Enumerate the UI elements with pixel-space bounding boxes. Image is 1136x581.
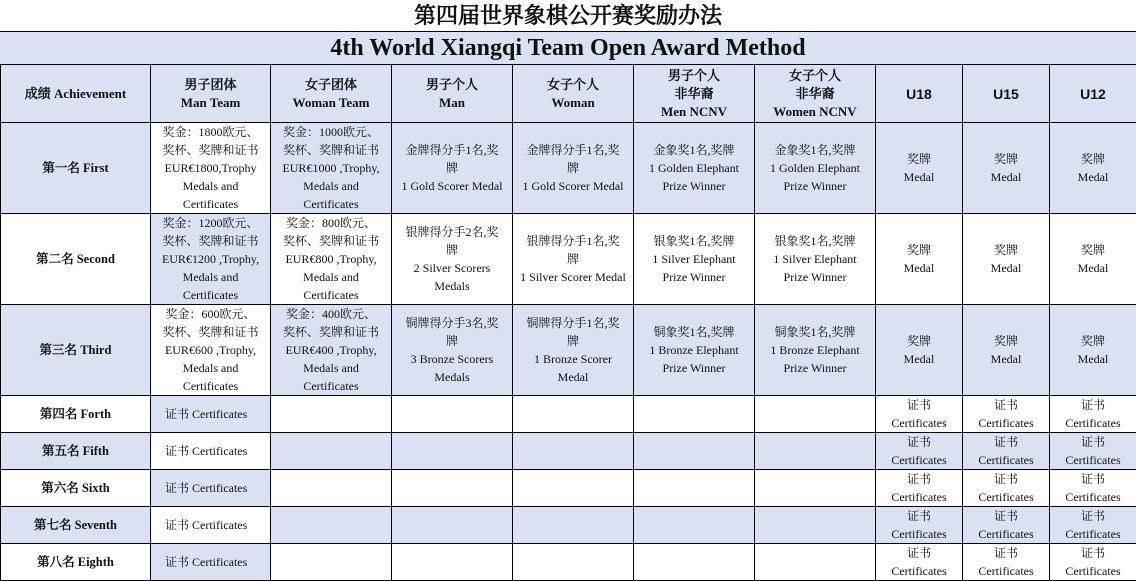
award-cell [876, 123, 963, 214]
column-header-line: 成绩 Achievement [3, 85, 148, 103]
table-row [1, 544, 1136, 581]
award-cell [876, 433, 963, 470]
award-line: Medal [1052, 259, 1134, 277]
award-line: 证书 [878, 544, 960, 562]
award-cell [963, 305, 1050, 396]
award-line: Medals and [273, 268, 389, 286]
award-line: 奖杯、奖牌和证书 [273, 232, 389, 250]
empty-cell [513, 396, 634, 433]
award-cell [755, 305, 876, 396]
table-row [1, 396, 1136, 433]
column-header-line: Woman [515, 94, 631, 112]
award-cell [963, 470, 1050, 507]
award-line: Medals and [153, 268, 268, 286]
award-line: Prize Winner [636, 177, 752, 195]
award-line: Certificates [153, 195, 268, 213]
page-title: 第四届世界象棋公开赛奖励办法 [0, 0, 1136, 32]
row-label: 第七名 Seventh [1, 507, 151, 544]
award-line: Prize Winner [757, 177, 873, 195]
award-cell [392, 305, 513, 396]
award-cell [151, 544, 271, 581]
table-row [1, 305, 1136, 396]
award-cell [1050, 433, 1136, 470]
award-line: Certificates [273, 195, 389, 213]
award-line: Certificates [878, 562, 960, 580]
column-header-line: Men NCNV [636, 103, 752, 121]
award-cell [392, 214, 513, 305]
award-line: 证书 Certificates [165, 405, 268, 423]
award-cell [151, 396, 271, 433]
award-line: 奖金：400欧元、 [273, 305, 389, 323]
award-line: Medal [965, 168, 1047, 186]
award-cell [1050, 470, 1136, 507]
award-line: 铜牌得分手3名,奖 [394, 314, 510, 332]
award-cell [513, 123, 634, 214]
column-header-line: Women NCNV [757, 103, 873, 121]
award-cell [963, 396, 1050, 433]
award-line: 1 Silver Scorer Medal [515, 268, 631, 286]
column-header-line: 男子团体 [153, 76, 268, 94]
award-line: 奖金：800欧元、 [273, 214, 389, 232]
column-header-line: 男子个人 [636, 67, 752, 85]
award-line: 铜象奖1名,奖牌 [757, 323, 873, 341]
award-cell [1050, 396, 1136, 433]
award-line: 铜牌得分手1名,奖 [515, 314, 631, 332]
empty-cell [755, 396, 876, 433]
award-line: 铜象奖1名,奖牌 [636, 323, 752, 341]
column-header-line: 女子个人 [757, 67, 873, 85]
award-cell [271, 214, 392, 305]
empty-cell [634, 396, 755, 433]
award-line: Certificates [153, 286, 268, 304]
column-header [1, 65, 151, 123]
empty-cell [755, 433, 876, 470]
column-header-line: 女子团体 [273, 76, 389, 94]
award-line: 证书 Certificates [165, 516, 268, 534]
award-line: Medal [878, 168, 960, 186]
award-line: 金牌得分手1名,奖 [394, 141, 510, 159]
empty-cell [271, 433, 392, 470]
award-line: 奖牌 [1052, 332, 1134, 350]
award-line: 证书 [1052, 396, 1134, 414]
empty-cell [392, 544, 513, 581]
award-line: 奖杯、奖牌和证书 [153, 232, 268, 250]
award-line: EUR€1800,Trophy [153, 159, 268, 177]
empty-cell [392, 470, 513, 507]
empty-cell [271, 507, 392, 544]
award-line: 1 Silver Elephant [757, 250, 873, 268]
award-cell [1050, 507, 1136, 544]
award-cell [513, 214, 634, 305]
award-line: Medal [878, 350, 960, 368]
award-line: 奖杯、奖牌和证书 [153, 141, 268, 159]
empty-cell [634, 544, 755, 581]
award-line: 奖牌 [878, 332, 960, 350]
award-line: Medals and [273, 177, 389, 195]
column-header [513, 65, 634, 123]
column-header [634, 65, 755, 123]
award-cell [634, 123, 755, 214]
empty-cell [392, 396, 513, 433]
column-header-line: Man Team [153, 94, 268, 112]
award-cell [1050, 305, 1136, 396]
column-header-line: U12 [1052, 85, 1134, 103]
column-header-line: U18 [878, 85, 960, 103]
award-cell [876, 305, 963, 396]
award-line: 奖杯、奖牌和证书 [273, 141, 389, 159]
award-line: Medal [878, 259, 960, 277]
table-row [1, 507, 1136, 544]
award-line: 银牌得分手2名,奖 [394, 223, 510, 241]
award-cell [151, 305, 271, 396]
award-line: 1 Gold Scorer Medal [515, 177, 631, 195]
award-line: 银牌得分手1名,奖 [515, 232, 631, 250]
award-cell [151, 433, 271, 470]
award-table [0, 64, 1136, 581]
award-line: 证书 [965, 507, 1047, 525]
table-row [1, 214, 1136, 305]
award-cell [634, 214, 755, 305]
award-line: Certificates [965, 414, 1047, 432]
award-line: 牌 [515, 250, 631, 268]
column-header [876, 65, 963, 123]
award-line: Certificates [965, 525, 1047, 543]
award-line: 证书 [1052, 433, 1134, 451]
award-line: 证书 [878, 507, 960, 525]
empty-cell [513, 507, 634, 544]
column-header-line: 非华裔 [636, 85, 752, 103]
award-cell [151, 507, 271, 544]
award-line: 证书 [878, 396, 960, 414]
award-line: 证书 Certificates [165, 442, 268, 460]
award-line: 牌 [394, 241, 510, 259]
award-cell [963, 123, 1050, 214]
award-line: Medal [1052, 350, 1134, 368]
award-line: 银象奖1名,奖牌 [636, 232, 752, 250]
award-line: EUR€1000 ,Trophy, [273, 159, 389, 177]
award-line: 1 Bronze Elephant [636, 341, 752, 359]
award-line: 1 Golden Elephant [636, 159, 752, 177]
award-cell [1050, 214, 1136, 305]
empty-cell [755, 507, 876, 544]
award-line: Medal [1052, 168, 1134, 186]
table-row [1, 433, 1136, 470]
empty-cell [392, 507, 513, 544]
award-line: 奖牌 [1052, 150, 1134, 168]
award-cell [634, 305, 755, 396]
column-header-line: 女子个人 [515, 76, 631, 94]
award-line: Certificates [965, 488, 1047, 506]
award-cell [513, 305, 634, 396]
award-line: 证书 [965, 470, 1047, 488]
award-cell [271, 123, 392, 214]
award-cell [876, 544, 963, 581]
award-line: 奖杯、奖牌和证书 [273, 323, 389, 341]
column-header [1050, 65, 1136, 123]
empty-cell [513, 433, 634, 470]
award-line: Medal [965, 350, 1047, 368]
award-cell [876, 470, 963, 507]
award-line: Medals and [153, 177, 268, 195]
award-line: Certificates [878, 451, 960, 469]
empty-cell [271, 470, 392, 507]
empty-cell [755, 544, 876, 581]
page-subtitle: 4th World Xiangqi Team Open Award Method [0, 32, 1136, 65]
row-label: 第一名 First [1, 123, 151, 214]
award-line: 2 Silver Scorers [394, 259, 510, 277]
award-cell [1050, 123, 1136, 214]
column-header [755, 65, 876, 123]
column-header-line: 非华裔 [757, 85, 873, 103]
header-row [1, 65, 1136, 123]
award-line: 奖牌 [965, 150, 1047, 168]
award-line: EUR€600 ,Trophy, [153, 341, 268, 359]
column-header-line: 男子个人 [394, 76, 510, 94]
row-label: 第二名 Second [1, 214, 151, 305]
empty-cell [271, 396, 392, 433]
award-cell [151, 214, 271, 305]
award-line: Certificates [878, 488, 960, 506]
award-line: Medals and [153, 359, 268, 377]
award-line: Certificates [965, 451, 1047, 469]
award-line: 证书 [878, 433, 960, 451]
award-line: 奖牌 [1052, 241, 1134, 259]
table-row [1, 470, 1136, 507]
award-line: Certificates [153, 377, 268, 395]
award-line: Medals [394, 368, 510, 386]
award-line: 奖杯、奖牌和证书 [153, 323, 268, 341]
table-row [1, 123, 1136, 214]
row-label: 第八名 Eighth [1, 544, 151, 581]
award-line: EUR€1200 ,Trophy, [153, 250, 268, 268]
award-line: 证书 [965, 544, 1047, 562]
award-line: 证书 [878, 470, 960, 488]
award-line: 奖金：600欧元、 [153, 305, 268, 323]
award-cell [151, 470, 271, 507]
award-line: 证书 [965, 433, 1047, 451]
award-cell [876, 507, 963, 544]
empty-cell [634, 507, 755, 544]
award-line: Prize Winner [636, 268, 752, 286]
award-line: 奖金：1000欧元、 [273, 123, 389, 141]
award-cell [963, 507, 1050, 544]
award-cell [963, 544, 1050, 581]
empty-cell [634, 433, 755, 470]
empty-cell [755, 470, 876, 507]
award-line: 奖牌 [878, 241, 960, 259]
award-line: 奖金：1200欧元、 [153, 214, 268, 232]
empty-cell [392, 433, 513, 470]
award-line: 牌 [515, 332, 631, 350]
award-line: EUR€400 ,Trophy, [273, 341, 389, 359]
award-cell [1050, 544, 1136, 581]
award-line: 金象奖1名,奖牌 [636, 141, 752, 159]
empty-cell [513, 470, 634, 507]
award-cell [876, 396, 963, 433]
column-header-line: U15 [965, 85, 1047, 103]
row-label: 第三名 Third [1, 305, 151, 396]
empty-cell [513, 544, 634, 581]
award-cell [963, 433, 1050, 470]
award-cell [755, 214, 876, 305]
column-header [271, 65, 392, 123]
row-label: 第六名 Sixth [1, 470, 151, 507]
award-line: 银象奖1名,奖牌 [757, 232, 873, 250]
award-line: 证书 [1052, 507, 1134, 525]
column-header-line: Woman Team [273, 94, 389, 112]
award-line: Medals and [273, 359, 389, 377]
award-line: 证书 [1052, 544, 1134, 562]
column-header [151, 65, 271, 123]
award-line: 奖金：1800欧元、 [153, 123, 268, 141]
award-line: Medal [515, 368, 631, 386]
empty-cell [271, 544, 392, 581]
row-label: 第四名 Forth [1, 396, 151, 433]
award-line: Prize Winner [757, 268, 873, 286]
column-header [392, 65, 513, 123]
award-line: 1 Silver Elephant [636, 250, 752, 268]
award-line: EUR€800 ,Trophy, [273, 250, 389, 268]
award-line: Certificates [1052, 488, 1134, 506]
award-line: 证书 Certificates [165, 479, 268, 497]
award-cell [271, 305, 392, 396]
award-line: 1 Bronze Scorer [515, 350, 631, 368]
award-line: 1 Bronze Elephant [757, 341, 873, 359]
award-line: 奖牌 [878, 150, 960, 168]
award-line: Certificates [1052, 414, 1134, 432]
award-line: Certificates [1052, 451, 1134, 469]
award-line: 证书 [965, 396, 1047, 414]
award-line: Certificates [1052, 562, 1134, 580]
award-cell [963, 214, 1050, 305]
award-line: 奖牌 [965, 241, 1047, 259]
award-line: Certificates [878, 525, 960, 543]
award-line: 3 Bronze Scorers [394, 350, 510, 368]
award-line: Medals [394, 277, 510, 295]
award-line: 牌 [394, 159, 510, 177]
award-line: Certificates [273, 286, 389, 304]
award-line: Certificates [965, 562, 1047, 580]
award-cell [755, 123, 876, 214]
award-line: 证书 [1052, 470, 1134, 488]
column-header [963, 65, 1050, 123]
column-header-line: Man [394, 94, 510, 112]
award-line: 金牌得分手1名,奖 [515, 141, 631, 159]
award-line: 牌 [394, 332, 510, 350]
row-label: 第五名 Fifth [1, 433, 151, 470]
award-cell [151, 123, 271, 214]
award-line: 金象奖1名,奖牌 [757, 141, 873, 159]
award-line: Certificates [1052, 525, 1134, 543]
award-cell [876, 214, 963, 305]
award-line: Prize Winner [636, 359, 752, 377]
award-line: 证书 Certificates [165, 553, 268, 571]
award-line: 1 Gold Scorer Medal [394, 177, 510, 195]
award-cell [392, 123, 513, 214]
award-line: Medal [965, 259, 1047, 277]
award-line: Prize Winner [757, 359, 873, 377]
award-line: 奖牌 [965, 332, 1047, 350]
award-line: 1 Golden Elephant [757, 159, 873, 177]
award-line: 牌 [515, 159, 631, 177]
award-line: Certificates [273, 377, 389, 395]
empty-cell [634, 470, 755, 507]
award-line: Certificates [878, 414, 960, 432]
